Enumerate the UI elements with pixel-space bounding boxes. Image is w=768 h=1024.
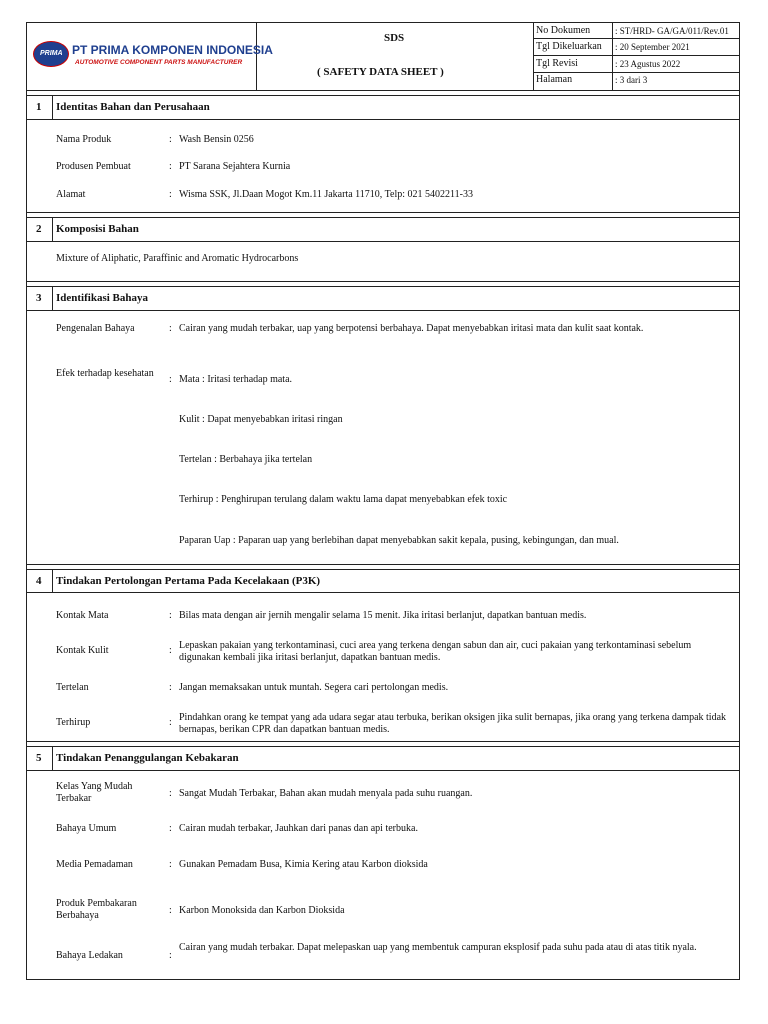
section-number: 3 bbox=[36, 292, 42, 304]
field-value: Terhirup : Penghirupan terulang dalam waktu lama dapat menyebabkan efek toxic bbox=[179, 494, 508, 505]
company-logo: PRIMA bbox=[33, 41, 69, 67]
field-value: Gunakan Pemadam Busa, Kimia Kering atau Karbon dioksida bbox=[179, 859, 428, 870]
section-text: Mixture of Aliphatic, Paraffinic and Aromatic Hydrocarbons bbox=[56, 253, 299, 264]
section-number: 1 bbox=[36, 101, 42, 113]
field-value: Karbon Monoksida dan Karbon Dioksida bbox=[179, 905, 345, 916]
field-value: Wash Bensin 0256 bbox=[179, 134, 254, 145]
header-divider-right bbox=[533, 22, 534, 90]
field-label: Tertelan bbox=[56, 682, 89, 693]
field-label: Produsen Pembuat bbox=[56, 161, 131, 172]
company-name: PT PRIMA KOMPONEN INDONESIA bbox=[72, 43, 273, 57]
field-label: Terhirup bbox=[56, 717, 91, 728]
field-label: Kontak Kulit bbox=[56, 645, 109, 656]
meta-label: Tgl Revisi bbox=[536, 58, 578, 69]
field-value: Pindahkan orang ke tempat yang ada udara segar atau terbuka, berikan oksigen jika sulit bernapas, jika orang yang terkena dampak tidak bernapas, berikan CPR dan dapatkan bantuan medis. bbox=[179, 712, 727, 735]
field-value: Bilas mata dengan air jernih mengalir selama 15 menit. Jika iritasi berlanjut, dapatkan bantuan medis. bbox=[179, 610, 587, 621]
section-title: Tindakan Penanggulangan Kebakaran bbox=[56, 752, 239, 764]
field-value: Mata : Iritasi terhadap mata. bbox=[179, 374, 293, 385]
field-label: Bahaya Umum bbox=[56, 823, 117, 834]
meta-value: : 23 Agustus 2022 bbox=[615, 59, 681, 69]
field-value: Paparan Uap : Paparan uap yang berlebihan dapat menyebabkan sakit kepala, pusing, kebingungan, dan mual. bbox=[179, 535, 619, 546]
section-title: Identitas Bahan dan Perusahaan bbox=[56, 101, 210, 113]
field-label: Pengenalan Bahaya bbox=[56, 323, 135, 334]
field-label: Alamat bbox=[56, 189, 86, 200]
meta-label: Tgl Dikeluarkan bbox=[536, 41, 602, 52]
meta-value: : ST/HRD- GA/GA/011/Rev.01 bbox=[615, 26, 729, 36]
field-value: Jangan memaksakan untuk muntah. Segera cari pertolongan medis. bbox=[179, 682, 449, 693]
field-label: Kontak Mata bbox=[56, 610, 109, 621]
doc-code: SDS bbox=[384, 32, 405, 44]
section-title: Identifikasi Bahaya bbox=[56, 292, 148, 304]
field-label: Nama Produk bbox=[56, 134, 112, 145]
field-value: Cairan yang mudah terbakar. Dapat melepaskan uap yang membentuk campuran eksplosif pada suhu pada atau di atas titik nyala. bbox=[179, 942, 697, 953]
meta-value: : 3 dari 3 bbox=[615, 75, 648, 85]
section-number: 2 bbox=[36, 223, 42, 235]
field-value: Wisma SSK, Jl.Daan Mogot Km.11 Jakarta 11710, Telp: 021 5402211-33 bbox=[179, 189, 473, 200]
meta-value: : 20 September 2021 bbox=[615, 42, 690, 52]
field-label: Media Pemadaman bbox=[56, 859, 133, 870]
doc-title: ( SAFETY DATA SHEET ) bbox=[317, 66, 444, 78]
section-number: 5 bbox=[36, 752, 42, 764]
field-value: Cairan mudah terbakar, Jauhkan dari panas dan api terbuka. bbox=[179, 823, 418, 834]
field-value: Lepaskan pakaian yang terkontaminasi, cuci area yang terkena dengan sabun dan air, cuci pakaian yang terkontaminasi sebelum digunakan kembali jika iritasi berlanjut, dapatkan bantuan medis. bbox=[179, 640, 692, 663]
company-tagline: AUTOMOTIVE COMPONENT PARTS MANUFACTURER bbox=[75, 59, 243, 66]
field-label: Kelas Yang Mudah Terbakar bbox=[56, 781, 133, 804]
field-value: Tertelan : Berbahaya jika tertelan bbox=[179, 454, 313, 465]
meta-label: Halaman bbox=[536, 74, 573, 85]
field-label: Efek terhadap kesehatan bbox=[56, 368, 154, 379]
field-label: Bahaya Ledakan bbox=[56, 950, 123, 961]
meta-label: No Dokumen bbox=[536, 25, 591, 36]
field-value: Sangat Mudah Terbakar, Bahan akan mudah menyala pada suhu ruangan. bbox=[179, 788, 473, 799]
field-value: PT Sarana Sejahtera Kurnia bbox=[179, 161, 291, 172]
field-label: Produk Pembakaran Berbahaya bbox=[56, 898, 137, 921]
section-number: 4 bbox=[36, 575, 42, 587]
field-value: Kulit : Dapat menyebabkan iritasi ringan bbox=[179, 414, 343, 425]
section-title: Tindakan Pertolongan Pertama Pada Kecelakaan (P3K) bbox=[56, 575, 321, 587]
section-title: Komposisi Bahan bbox=[56, 223, 139, 235]
meta-divider bbox=[612, 22, 613, 90]
field-value: Cairan yang mudah terbakar, uap yang berpotensi berbahaya. Dapat menyebabkan iritasi mata dan kulit saat kontak. bbox=[179, 323, 644, 334]
